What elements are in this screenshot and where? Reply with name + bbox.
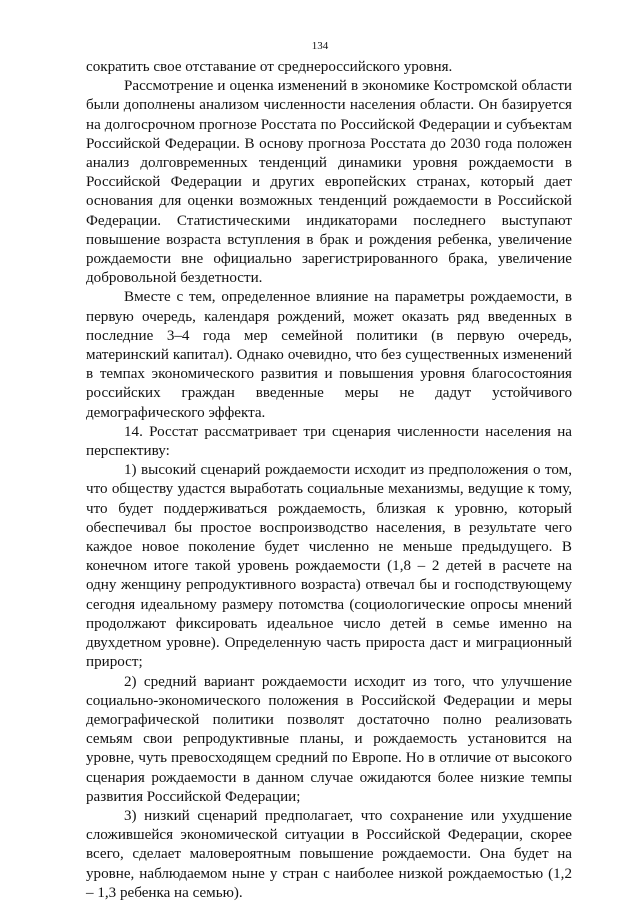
paragraph-family-policy: Вместе с тем, определенное влияние на параметры рождаемости, в первую очередь, календаря рождений, может оказать ряд введенных в последние 3–4 года мер семейной политики (в первую очередь, материнский капитал). Однако очевидно, что без существенных изменений в темпах экономического развития и повышения уровня благосостояния российских граждан введенные меры не дадут устойчивого демографического эффекта.	[86, 289, 572, 421]
document-body	[86, 58, 572, 903]
paragraph-medium-scenario: 2) средний вариант рождаемости исходит из того, что улучшение социально-экономического положения в Российской Федерации и меры демографической политики позволят достаточно полно реализовать семьям свои репродуктивные планы, и рождаемость установится на уровне, чуть превосходящем средний по Европе. Но в отличие от высокого сценария рождаемости в данном случае ожидаются более низкие темпы развития Российской Федерации;	[86, 673, 572, 805]
paragraph-continuation: сократить свое отставание от среднероссийского уровня.	[86, 59, 453, 75]
page-number: 134	[311, 40, 329, 52]
paragraph-economy-analysis: Рассмотрение и оценка изменений в экономике Костромской области были дополнены анализом численности населения области. Он базируется на долгосрочном прогнозе Росстата по Российской Федерации и субъектам Российской Федерации. В основу прогноза Росстата до 2030 года положен анализ долговременных тенденций динамики уровня рождаемости в Российской Федерации и других европейских странах, который дает основания для оценки возможных тенденций рождаемости в Российской Федерации. Статистическими индикаторами последнего выступают повышение возраста вступления в брак и рождения ребенка, увеличение рождаемости вне официально зарегистрированного брака, увеличение добровольной бездетности.	[86, 78, 572, 287]
paragraph-high-scenario: 1) высокий сценарий рождаемости исходит из предположения о том, что обществу удастся выработать социальные механизмы, ведущие к тому, что будет поддерживаться рождаемость, близкая к уровню, который обеспечивал бы простое воспроизводство населения, в результате чего каждое новое поколение будет численно не меньше предыдущего. В конечном итоге такой уровень рождаемости (1,8 – 2 детей в расчете на одну женщину репродуктивного возраста) отвечал бы и господствующему сегодня идеальному размеру потомства (социологические опросы мнений продолжают фиксировать идеальное число детей в семье именно на двухдетном уровне). Определенную часть прироста даст и миграционный прирост;	[86, 462, 572, 671]
paragraph-low-scenario: 3) низкий сценарий предполагает, что сохранение или ухудшение сложившейся экономической ситуации в Российской Федерации, скорее всего, сделает маловероятным повышение рождаемости. Она будет на уровне, наблюдаемом ныне у стран с наиболее низкой рождаемостью (1,2 – 1,3 ребенка на семью).	[86, 807, 572, 901]
paragraph-scenarios-intro: 14. Росстат рассматривает три сценария численности населения на перспективу:	[86, 423, 572, 460]
